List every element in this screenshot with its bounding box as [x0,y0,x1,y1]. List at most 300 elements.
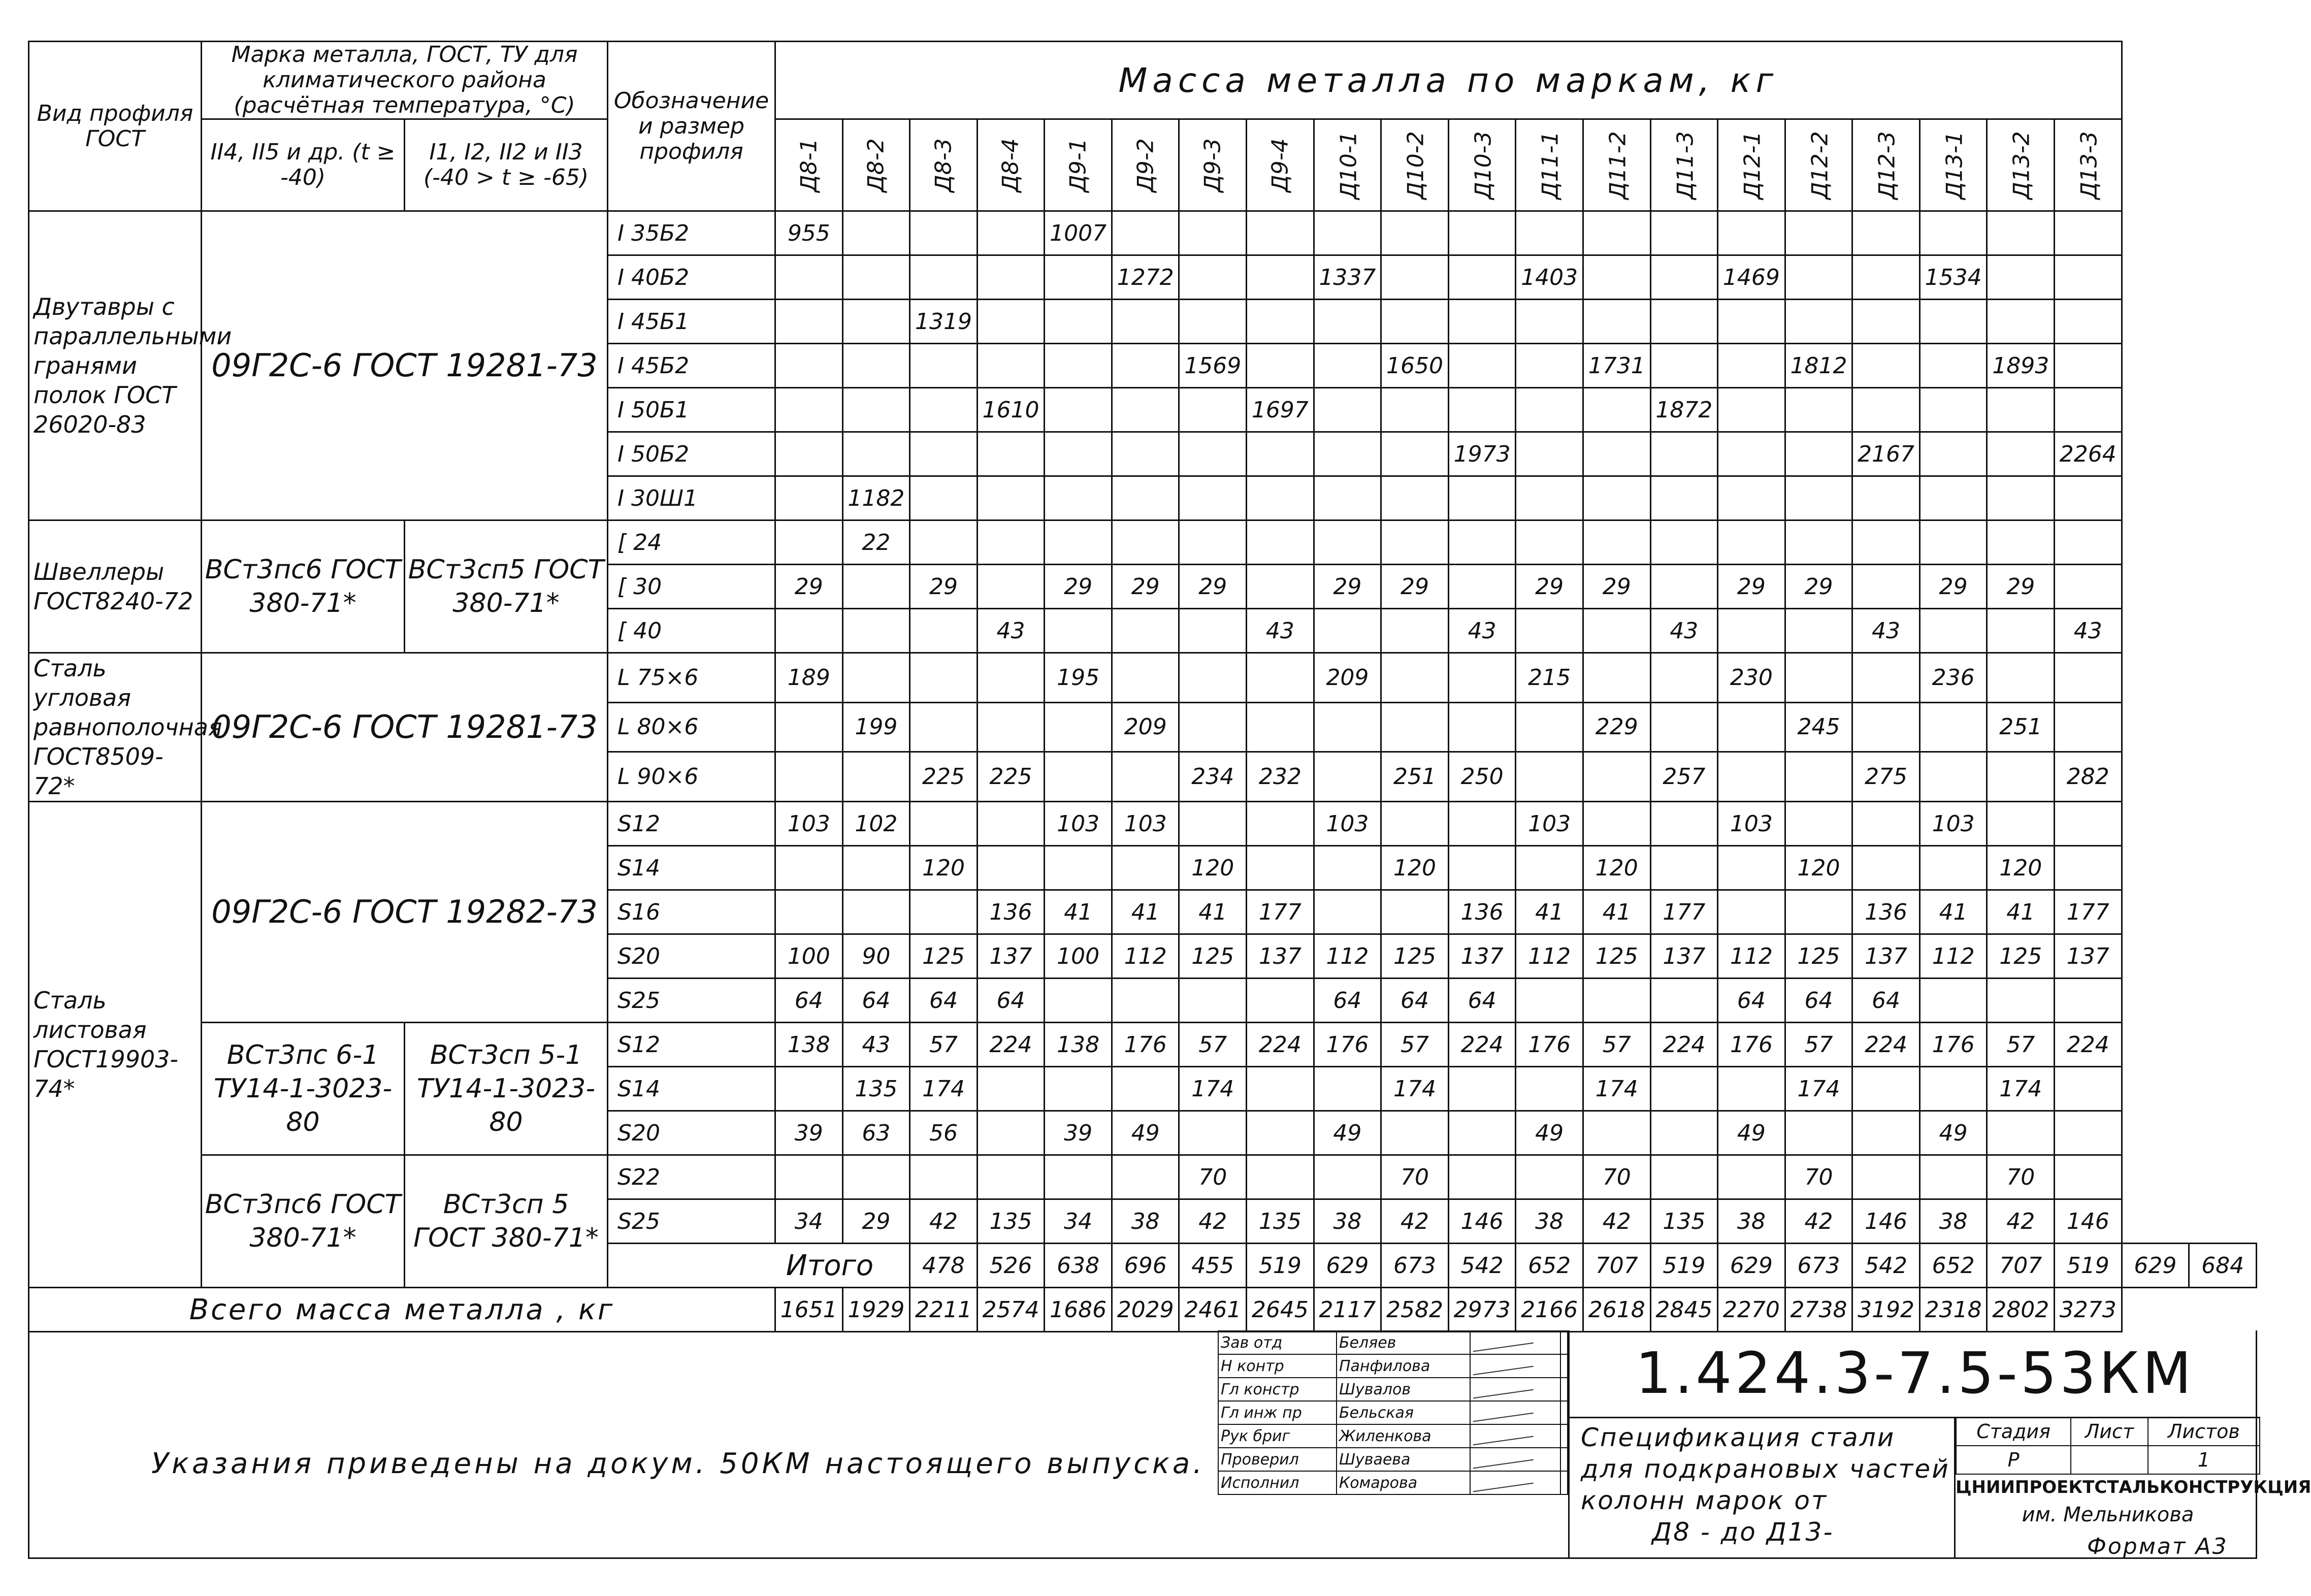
column-header [1179,119,1247,211]
mass-cell [2055,300,2122,344]
mass-cell: 29 [1583,565,1650,609]
signature-table [1218,1330,1568,1495]
mass-cell [1314,890,1381,934]
mass-cell [1718,609,1785,653]
mass-cell [2055,255,2122,300]
mass-cell: 1469 [1718,255,1785,300]
column-header-label: Д13-2 [2009,131,2035,200]
profile-designation: L 90×6 [608,752,775,802]
mass-cell: 112 [1314,934,1381,979]
grand-total-cell: 2211 [910,1288,978,1332]
mass-cell [1852,653,1920,703]
mass-cell [1112,300,1179,344]
profile-designation: [ 40 [608,609,775,653]
mass-cell: 135 [842,1067,910,1111]
mass-cell: 1697 [1247,388,1314,432]
mass-cell [1583,752,1650,802]
mass-cell [775,1067,843,1111]
mass-cell [1718,752,1785,802]
signature-mark [1470,1448,1560,1471]
signature-name: Беляев [1337,1331,1470,1354]
mass-cell [1247,846,1314,890]
mass-cell [1314,520,1381,565]
column-header-label: Д10-1 [1336,131,1362,200]
mass-cell: 70 [1179,1155,1247,1199]
mass-cell [1516,520,1583,565]
mass-cell [1785,476,1852,520]
mass-cell: 64 [977,979,1045,1023]
steel-grade-plates-d: ВСт3сп 5 ГОСТ 380-71* [405,1155,608,1288]
mass-cell: 275 [1852,752,1920,802]
title-line: для подкрановых частей [1581,1454,1950,1484]
mass-cell: 174 [1987,1067,2055,1111]
mass-cell [775,388,843,432]
mass-cell: 137 [1247,934,1314,979]
column-header [1247,119,1314,211]
mass-cell [842,609,910,653]
mass-cell [1785,609,1852,653]
signature-role: Исполнил [1218,1471,1337,1494]
mass-cell: 103 [1718,802,1785,846]
mass-cell [1247,211,1314,255]
signature-date [1560,1424,1568,1448]
signature-role: Гл констр [1218,1378,1337,1401]
mass-cell [910,890,978,934]
profile-designation: I 45Б1 [608,300,775,344]
mass-cell [1785,752,1852,802]
mass-cell: 38 [1314,1199,1381,1244]
total-cell: 673 [1381,1244,1449,1288]
mass-cell: 38 [1718,1199,1785,1244]
mass-cell: 189 [775,653,843,703]
mass-cell [842,752,910,802]
profile-designation: I 35Б2 [608,211,775,255]
mass-cell [1112,344,1179,388]
mass-cell [1381,300,1449,344]
signature-role: Проверил [1218,1448,1337,1471]
mass-cell [1919,1155,1987,1199]
mass-cell [1381,432,1449,476]
mass-cell: 120 [1785,846,1852,890]
column-header [1583,119,1650,211]
mass-cell: 49 [1314,1111,1381,1155]
mass-cell [1179,255,1247,300]
mass-cell: 1650 [1381,344,1449,388]
mass-cell: 209 [1112,702,1179,752]
column-header [910,119,978,211]
signature-mark [1470,1424,1560,1448]
mass-cell [1448,388,1516,432]
mass-cell [1919,846,1987,890]
mass-cell: 64 [1852,979,1920,1023]
mass-cell: 137 [1650,934,1718,979]
signature-scribble [1473,1410,1534,1422]
column-header-label: Д8-4 [998,138,1024,192]
profile-designation: I 50Б1 [608,388,775,432]
mass-cell [1448,520,1516,565]
mass-cell: 199 [842,702,910,752]
mass-cell: 57 [1987,1023,2055,1067]
column-header-label: Д13-3 [2076,131,2102,200]
signature-mark [1470,1401,1560,1424]
column-header [1785,119,1852,211]
mass-cell [1179,802,1247,846]
table-row [29,520,2257,565]
mass-cell [1448,846,1516,890]
mass-cell [1718,520,1785,565]
mass-cell [1448,300,1516,344]
mass-cell [1516,388,1583,432]
mass-cell: 176 [1919,1023,1987,1067]
column-header-label: Д9-4 [1267,138,1293,192]
mass-cell: 1182 [842,476,910,520]
mass-cell: 100 [1045,934,1112,979]
mass-cell [1179,520,1247,565]
total-cell: 629 [1314,1244,1381,1288]
mass-cell: 177 [2055,890,2122,934]
profile-designation: L 75×6 [608,653,775,703]
signature-row [1218,1354,1568,1378]
title-block [1218,1330,2311,1559]
mass-cell [1852,1111,1920,1155]
mass-cell: 29 [910,565,978,609]
mass-cell [1112,388,1179,432]
mass-cell: 1872 [1650,388,1718,432]
mass-cell [1179,609,1247,653]
mass-cell [775,476,843,520]
mass-cell [775,702,843,752]
grand-total-cell: 2166 [1516,1288,1583,1332]
grand-total-cell: 3192 [1852,1288,1920,1332]
mass-cell: 103 [1112,802,1179,846]
mass-cell: 64 [775,979,843,1023]
column-header-label: Д9-2 [1132,138,1159,192]
column-header-label: Д11-2 [1605,131,1631,200]
mass-cell [1919,1067,1987,1111]
title-line: Спецификация стали [1581,1423,1896,1452]
mass-cell [1381,388,1449,432]
mass-cell: 125 [1179,934,1247,979]
mass-cell: 135 [1247,1199,1314,1244]
mass-cell: 2264 [2055,432,2122,476]
mass-cell: 29 [1381,565,1449,609]
table-row [29,1155,2257,1199]
mass-cell [1852,255,1920,300]
mass-cell [1919,344,1987,388]
signature-row [1218,1448,1568,1471]
mass-cell [1650,520,1718,565]
mass-cell: 125 [1583,934,1650,979]
sheets-value: 1 [2148,1446,2260,1474]
mass-cell [1919,432,1987,476]
mass-cell: 43 [1247,609,1314,653]
header-metal-grade: Марка металла, ГОСТ, ТУ для климатического района (расчётная температура, °С) [202,42,608,119]
signature-name: Панфилова [1337,1354,1470,1378]
mass-cell [1919,388,1987,432]
mass-cell [1381,890,1449,934]
total-cell: 526 [977,1244,1045,1288]
signature-date [1560,1354,1568,1378]
mass-cell: 56 [910,1111,978,1155]
mass-cell [1112,846,1179,890]
column-header-label: Д13-1 [1941,131,1968,200]
mass-cell [1179,1111,1247,1155]
mass-cell [1583,300,1650,344]
mass-cell: 41 [1919,890,1987,934]
mass-cell: 138 [775,1023,843,1067]
mass-cell: 1812 [1785,344,1852,388]
mass-cell: 64 [1381,979,1449,1023]
mass-cell: 138 [1045,1023,1112,1067]
mass-cell: 137 [1852,934,1920,979]
mass-cell [910,432,978,476]
mass-cell: 120 [910,846,978,890]
drawing-sheet [28,41,2311,1559]
mass-cell: 146 [1448,1199,1516,1244]
mass-cell [1247,344,1314,388]
mass-cell [910,702,978,752]
mass-cell: 64 [910,979,978,1023]
mass-cell [1381,1111,1449,1155]
mass-cell [775,255,843,300]
mass-cell: 34 [775,1199,843,1244]
steel-grade-channels-b: ВСт3сп5 ГОСТ 380-71* [405,520,608,653]
mass-cell: 1569 [1179,344,1247,388]
grand-total-cell: 2318 [1919,1288,1987,1332]
mass-cell [1314,300,1381,344]
signature-row [1218,1378,1568,1401]
grand-total-cell: 1929 [842,1288,910,1332]
mass-cell [1718,432,1785,476]
mass-cell [977,802,1045,846]
mass-cell [1718,344,1785,388]
signature-date [1560,1378,1568,1401]
mass-cell [1852,1155,1920,1199]
mass-cell [1314,432,1381,476]
total-cell: 652 [1919,1244,1987,1288]
profile-designation: S25 [608,979,775,1023]
mass-cell: 224 [977,1023,1045,1067]
total-label: Итого [608,1244,910,1288]
mass-cell [1247,1067,1314,1111]
mass-cell: 1893 [1987,344,2055,388]
mass-cell [1852,802,1920,846]
column-header [842,119,910,211]
mass-cell: 176 [1718,1023,1785,1067]
mass-cell [1448,255,1516,300]
note-text: Указания приведены на докум. 50КМ настоящего выпуска. [151,1447,1205,1480]
mass-cell [1381,211,1449,255]
mass-cell [1045,979,1112,1023]
mass-cell: 29 [1314,565,1381,609]
mass-cell [1987,609,2055,653]
column-header [1718,119,1785,211]
title-line: колонн марок от [1581,1486,1828,1515]
mass-cell [1045,609,1112,653]
mass-cell [1179,476,1247,520]
mass-cell [1516,1155,1583,1199]
mass-cell [1785,388,1852,432]
mass-cell [1919,300,1987,344]
mass-cell: 103 [775,802,843,846]
mass-cell: 103 [1516,802,1583,846]
mass-cell [1112,653,1179,703]
mass-cell: 174 [1583,1067,1650,1111]
mass-cell [1179,300,1247,344]
header-grade-sub-1: II4, II5 и др. (t ≥ -40) [202,119,405,211]
title-line: Д8 - до Д13- [1652,1517,1834,1547]
header-profile-type: Вид профиля ГОСТ [29,42,202,211]
mass-cell [1718,300,1785,344]
mass-cell [2055,1155,2122,1199]
mass-cell [1247,979,1314,1023]
mass-cell [1650,344,1718,388]
mass-cell [1516,476,1583,520]
mass-cell [1583,388,1650,432]
mass-cell: 176 [1112,1023,1179,1067]
mass-cell: 70 [1785,1155,1852,1199]
mass-cell: 29 [842,1199,910,1244]
group-label-plates: Сталь листовая ГОСТ19903-74* [29,802,202,1288]
mass-cell [1919,520,1987,565]
mass-cell: 137 [1448,934,1516,979]
mass-cell [842,1155,910,1199]
document-title [1568,1417,1954,1559]
document-code: 1.424.3-7.5-53КМ [1568,1330,2260,1418]
header-row [29,119,2257,211]
mass-cell [1112,211,1179,255]
grand-total-cell: 2645 [1247,1288,1314,1332]
grand-total-cell: 1651 [775,1288,843,1332]
profile-designation: I 30Ш1 [608,476,775,520]
mass-cell [1516,1067,1583,1111]
mass-cell [1718,388,1785,432]
mass-cell: 38 [1919,1199,1987,1244]
mass-cell [1919,702,1987,752]
mass-cell: 29 [1718,565,1785,609]
mass-cell: 955 [775,211,843,255]
mass-cell: 177 [1247,890,1314,934]
mass-cell [1179,432,1247,476]
grand-total-cell: 2029 [1112,1288,1179,1332]
mass-cell: 135 [977,1199,1045,1244]
signature-row [1218,1401,1568,1424]
grand-total-cell: 2618 [1583,1288,1650,1332]
mass-cell: 251 [1381,752,1449,802]
mass-cell [1650,1111,1718,1155]
signature-role: Зав отд [1218,1331,1337,1354]
mass-cell: 209 [1314,653,1381,703]
mass-cell: 234 [1179,752,1247,802]
mass-cell [842,388,910,432]
column-header [1381,119,1449,211]
mass-cell [1852,476,1920,520]
mass-cell [1045,520,1112,565]
mass-cell [842,300,910,344]
total-cell: 652 [1516,1244,1583,1288]
mass-cell [1650,476,1718,520]
column-header [1852,119,1920,211]
mass-cell [910,211,978,255]
mass-cell [1852,344,1920,388]
grand-total-cell: 1686 [1045,1288,1112,1332]
mass-cell: 125 [1987,934,2055,979]
mass-cell [1718,1067,1785,1111]
mass-cell [1045,388,1112,432]
mass-cell: 215 [1516,653,1583,703]
total-cell: 707 [1987,1244,2055,1288]
organization [1956,1474,2311,1528]
mass-cell [1045,255,1112,300]
profile-designation: [ 30 [608,565,775,609]
mass-cell [1852,388,1920,432]
mass-cell: 49 [1516,1111,1583,1155]
mass-cell [1987,653,2055,703]
mass-cell [1448,211,1516,255]
mass-cell: 41 [1112,890,1179,934]
mass-cell [1650,432,1718,476]
header-designation: Обозначение и размер профиля [608,42,775,211]
mass-cell [1247,476,1314,520]
mass-cell: 43 [2055,609,2122,653]
mass-cell [1179,979,1247,1023]
mass-cell [1448,653,1516,703]
mass-cell [1919,979,1987,1023]
mass-cell [1650,565,1718,609]
mass-cell [910,609,978,653]
mass-cell: 38 [1516,1199,1583,1244]
mass-cell [1718,846,1785,890]
signature-name: Жиленкова [1337,1424,1470,1448]
mass-cell: 41 [1045,890,1112,934]
signature-scribble [1473,1457,1534,1469]
grand-total-label: Всего масса металла , кг [29,1288,775,1332]
mass-cell [1448,802,1516,846]
mass-cell [775,520,843,565]
mass-cell: 136 [977,890,1045,934]
signature-date [1560,1448,1568,1471]
total-cell: 707 [1583,1244,1650,1288]
mass-cell [1987,300,2055,344]
mass-cell [842,846,910,890]
profile-designation: S25 [608,1199,775,1244]
signature-row [1218,1471,1568,1494]
mass-cell [1179,211,1247,255]
mass-cell: 64 [1314,979,1381,1023]
mass-cell [1987,432,2055,476]
mass-cell: 1337 [1314,255,1381,300]
total-cell: 478 [910,1244,978,1288]
profile-designation: S22 [608,1155,775,1199]
mass-cell [1448,1111,1516,1155]
mass-cell: 225 [910,752,978,802]
mass-cell [1247,1111,1314,1155]
spec-table [28,41,2257,1332]
profile-designation: S16 [608,890,775,934]
header-mass-title: Масса металла по маркам, кг [775,42,2122,119]
signature-mark [1470,1331,1560,1354]
mass-cell [1583,979,1650,1023]
mass-cell [1785,520,1852,565]
mass-cell: 42 [1583,1199,1650,1244]
mass-cell: 34 [1045,1199,1112,1244]
mass-cell: 229 [1583,702,1650,752]
mass-cell: 29 [1045,565,1112,609]
mass-cell: 195 [1045,653,1112,703]
mass-cell [775,1155,843,1199]
mass-cell [1785,255,1852,300]
mass-cell: 251 [1987,702,2055,752]
